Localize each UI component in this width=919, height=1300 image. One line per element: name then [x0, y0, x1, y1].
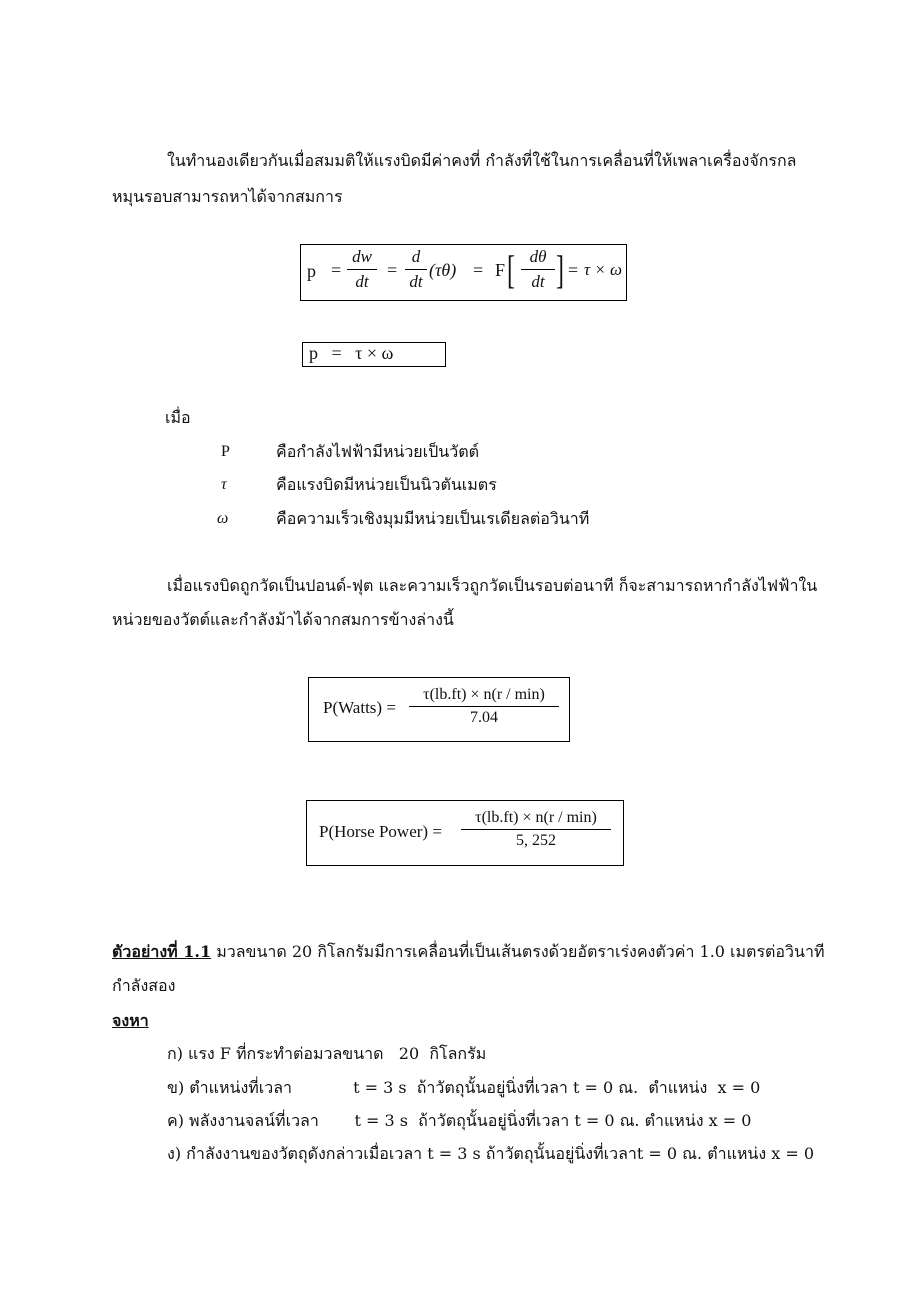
eq1-bracket-right: ] [556, 247, 564, 292]
question-d: ง) กำลังงานของวัตถุดังกล่าวเมื่อเวลา t = 3 s ถ้าวัตถุนั้นอยู่นิ่งที่เวลาt = 0 ณ. ตำแหน่ง x = 0 [167, 1144, 815, 1163]
eq1-equals-4: = [568, 260, 579, 280]
example-text-1: มวลขนาด 20 กิโลกรัมมีการเคลื่อนที่เป็นเส้นตรงด้วยอัตราเร่งคงตัวค่า 1.0 เมตรต่อวินาที [211, 942, 825, 961]
eq1-frac-dw-dt [347, 247, 377, 292]
eq1-frac-dtheta-dt [521, 247, 555, 292]
where-desc-omega: คือความเร็วเชิงมุมมีหน่วยเป็นเรเดียลต่อวินาที [276, 509, 590, 528]
eq1-p: p [307, 261, 316, 281]
eq1-dt-2: dt [409, 272, 423, 291]
question-a: ก) แรง F ที่กระทำต่อมวลขนาด 20 กิโลกรัม [167, 1044, 487, 1063]
question-c: ค) พลังงานจลน์ที่เวลา t = 3 s ถ้าวัตถุนั้นอยู่นิ่งที่เวลา t = 0 ณ. ตำแหน่ง x = 0 [167, 1111, 752, 1130]
eq4-denominator: 5, 252 [516, 832, 556, 849]
example-line-1 [112, 941, 825, 963]
eq1-tau-omega: τ × ω [584, 260, 623, 279]
eq4-lhs: P(Horse Power) = [319, 822, 442, 841]
where-sym-tau: τ [221, 476, 227, 493]
equation-watts-box [308, 677, 570, 742]
eq1-frac-d-dt [405, 247, 427, 292]
example-heading: ตัวอย่างที่ 1.1 [112, 942, 212, 961]
eq1-bracket-left: [ [507, 247, 515, 292]
eq1-d: d [411, 247, 421, 266]
eq1-tau-theta: (τθ) [429, 260, 457, 280]
eq1-F: F [495, 260, 506, 280]
equation-horsepower-box [306, 800, 624, 866]
equation-power-simple-box [302, 342, 446, 367]
para2-line-1: เมื่อแรงบิดถูกวัดเป็นปอนด์-ฟุต และความเร็วถูกวัดเป็นรอบต่อนาที ก็จะสามารถหากำลังไฟฟ้าใน [167, 576, 818, 595]
eq1-dtheta: dθ [529, 247, 547, 266]
where-desc-tau: คือแรงบิดมีหน่วยเป็นนิวตันเมตร [276, 475, 497, 494]
eq1-dw: dw [352, 247, 372, 266]
where-sym-omega: ω [217, 510, 229, 527]
eq4-numerator: τ(lb.ft) × n(r / min) [475, 809, 597, 826]
eq1-dt-3: dt [531, 272, 545, 291]
find-heading: จงหา [112, 1011, 149, 1030]
eq3-fraction [409, 686, 559, 727]
where-sym-p: P [221, 443, 230, 460]
eq2-text: p = τ × ω [309, 343, 394, 363]
question-b: ข) ตำแหน่งที่เวลา t = 3 s ถ้าวัตถุนั้นอยู่นิ่งที่เวลา t = 0 ณ. ตำแหน่ง x = 0 [167, 1078, 761, 1097]
eq1-equals-3: = [473, 260, 484, 280]
para2-line-2: หน่วยของวัตต์และกำลังม้าได้จากสมการข้างล่างนี้ [112, 610, 454, 629]
eq4-fraction [461, 809, 611, 850]
eq3-numerator: τ(lb.ft) × n(r / min) [423, 686, 545, 703]
eq3-lhs: P(Watts) = [323, 698, 396, 717]
eq1-equals-2: = [387, 260, 398, 280]
where-label: เมื่อ [165, 408, 191, 427]
intro-line-2: หมุนรอบสามารถหาได้จากสมการ [112, 187, 343, 206]
eq1-equals-1: = [331, 260, 342, 280]
intro-line-1: ในทำนองเดียวกันเมื่อสมมติให้แรงบิดมีค่าคงที่ กำลังที่ใช้ในการเคลื่อนที่ให้เพลาเครื่องจักรกล [167, 151, 797, 170]
equation-power-derivative-box [300, 244, 627, 301]
example-line-2: กำลังสอง [112, 976, 176, 995]
eq1-dt-1: dt [355, 272, 369, 291]
eq3-denominator: 7.04 [470, 709, 498, 726]
where-desc-p: คือกำลังไฟฟ้ามีหน่วยเป็นวัตต์ [276, 442, 480, 461]
